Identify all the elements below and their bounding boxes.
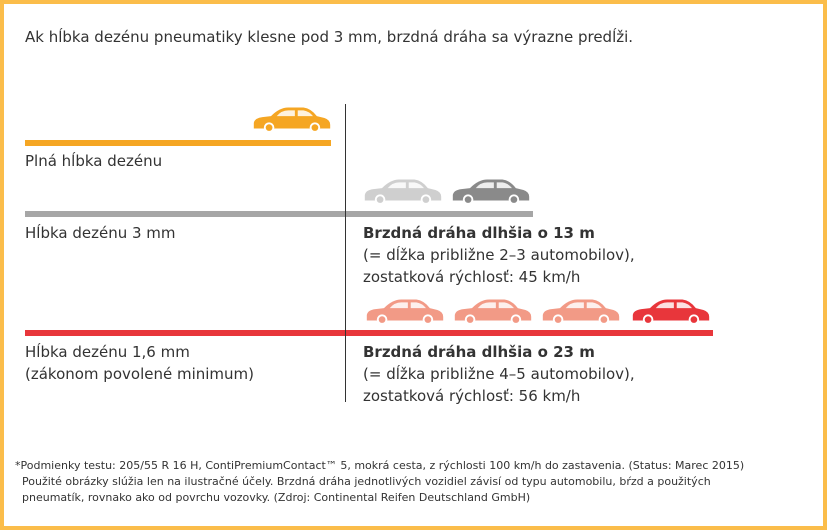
car-icon-light-gray [361,176,445,206]
tread-3mm-bar [25,211,533,217]
desc-tread-3mm-line2: (= dĺžka približne 2–3 automobilov), [363,246,635,264]
footnote-line1: *Podmienky testu: 205/55 R 16 H, ContiPremiumContact™ 5, mokrá cesta, z rýchlosti 100 km/h do zastavenia. (Status: Marec 2015) [15,459,745,472]
desc-tread-16mm [363,341,635,407]
car-icon-full-tread [250,104,334,134]
stopping-reference-line [345,104,346,402]
headline: Ak hĺbka dezénu pneumatiky klesne pod 3 mm, brzdná dráha sa výrazne predĺži. [25,28,634,46]
footnote [15,458,815,506]
tread-16mm-bar [25,330,713,336]
desc-tread-16mm-title: Brzdná dráha dlhšia o 23 m [363,343,595,361]
car-icon-dark-gray [449,176,533,206]
footnote-line3: pneumatík, rovnako ako od povrchu vozovky. (Zdroj: Continental Reifen Deutschland GmbH) [22,491,531,504]
car-icon-red [629,296,713,326]
desc-tread-3mm-line3: zostatková rýchlosť: 45 km/h [363,268,581,286]
car-icon-salmon-3 [539,296,623,326]
label-tread-16mm-line2: (zákonom povolené minimum) [25,365,254,383]
desc-tread-16mm-line2: (= dĺžka približne 4–5 automobilov), [363,365,635,383]
car-icon-salmon-2 [451,296,535,326]
car-icon-salmon-1 [363,296,447,326]
label-tread-16mm [25,341,254,385]
footnote-line2: Použité obrázky slúžia len na ilustračné účely. Brzdná dráha jednotlivých vozidiel závisí od typu automobilu, bŕzd a použitých [22,475,711,488]
desc-tread-3mm [363,222,635,288]
label-full-tread: Plná hĺbka dezénu [25,152,163,170]
full-tread-bar [25,140,331,146]
label-tread-3mm: Hĺbka dezénu 3 mm [25,224,176,242]
desc-tread-16mm-line3: zostatková rýchlosť: 56 km/h [363,387,581,405]
label-tread-16mm-line1: Hĺbka dezénu 1,6 mm [25,343,190,361]
desc-tread-3mm-title: Brzdná dráha dlhšia o 13 m [363,224,595,242]
